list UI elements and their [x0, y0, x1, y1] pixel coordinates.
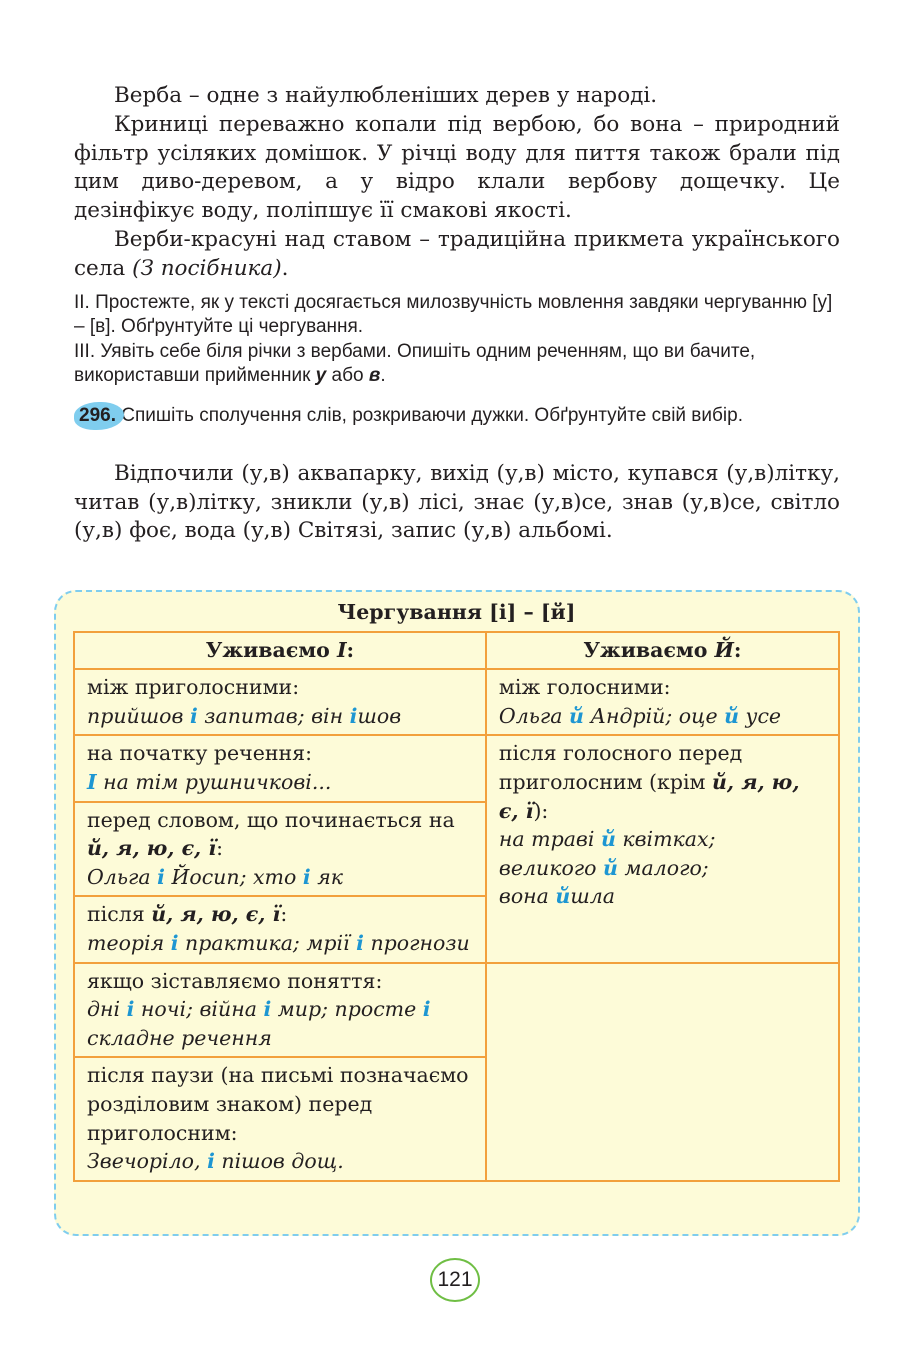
rule-i-before-iotated: перед словом, що починається на й, я, ю, є, ї: Ольга і Йосип; хто і як — [74, 802, 486, 897]
rule-y-between-vowels: між голосними: Ольга й Андрій; оце й усе — [486, 669, 839, 735]
intro-paragraph-3: Верби-красуні над ставом – традиційна прикмета українського села (З посібника). — [74, 227, 840, 281]
rule-y-after-vowel: після голосного перед приголосним (крім й, я, ю, є, ї): на траві й квітках; великого й малого; вона йшла — [486, 735, 839, 962]
exercise-text: Відпочили (у,в) аквапарку, вихід (у,в) місто, купався (у,в)літку, читав (у,в)літку, зникли (у,в) лісі, знає (у,в)се, знав (у,в)се, світло (у,в) фоє, вода (у,в) Світязі, запис (у,в) альбомі. — [74, 461, 840, 544]
intro-paragraph-2: Криниці переважно копали під вербою, бо вона – природний фільтр усіляких домішок. У річці воду для пиття також брали під цим диво-деревом, а у відро клали вербову дощечку. Це дезінфікує воду, поліпшує її смакові якості. — [74, 112, 840, 223]
empty-cell — [486, 963, 839, 1181]
rule-i-contrast-concepts: якщо зіставляємо поняття: дні і ночі; війна і мир; просте і складне речення — [74, 963, 486, 1058]
rule-table-title: Чергування [і] – [й] — [74, 596, 839, 632]
exercise-instruction: 296. Спишіть сполучення слів, розкриваючи дужки. Обґрунтуйте свій вибір. — [79, 405, 743, 426]
rule-i-after-pause: після паузи (на письмі позначаємо розділовим знаком) перед приголосним: Звечоріло, і пішов дощ. — [74, 1057, 486, 1180]
task-2: II. Простежте, як у тексті досягається милозвучність мовлення завдяки чергуванню [у] – [в]. Обґрунтуйте ці чергування. — [74, 292, 833, 337]
exercise-number: 296. — [79, 405, 116, 426]
rule-table — [73, 596, 840, 1182]
column-header-i: Уживаємо І: — [74, 632, 486, 670]
intro-paragraph-1: Верба – одне з найулюбленіших дерев у народі. — [114, 83, 658, 108]
rule-i-between-consonants: між приголосними: прийшов і запитав; він ішов — [74, 669, 486, 735]
rule-i-sentence-start: на початку речення: І на тім рушничкові... — [74, 735, 486, 801]
task-3: III. Уявіть себе біля річки з вербами. Опишіть одним реченням, що ви бачите, використавши прийменник у або в. — [74, 341, 756, 386]
rule-i-after-iotated: після й, я, ю, є, ї: теорія і практика; мрії і прогнози — [74, 896, 486, 962]
source-note: (З посібника) — [132, 255, 282, 281]
page-number: 121 — [430, 1258, 480, 1302]
column-header-y: Уживаємо Й: — [486, 632, 839, 670]
